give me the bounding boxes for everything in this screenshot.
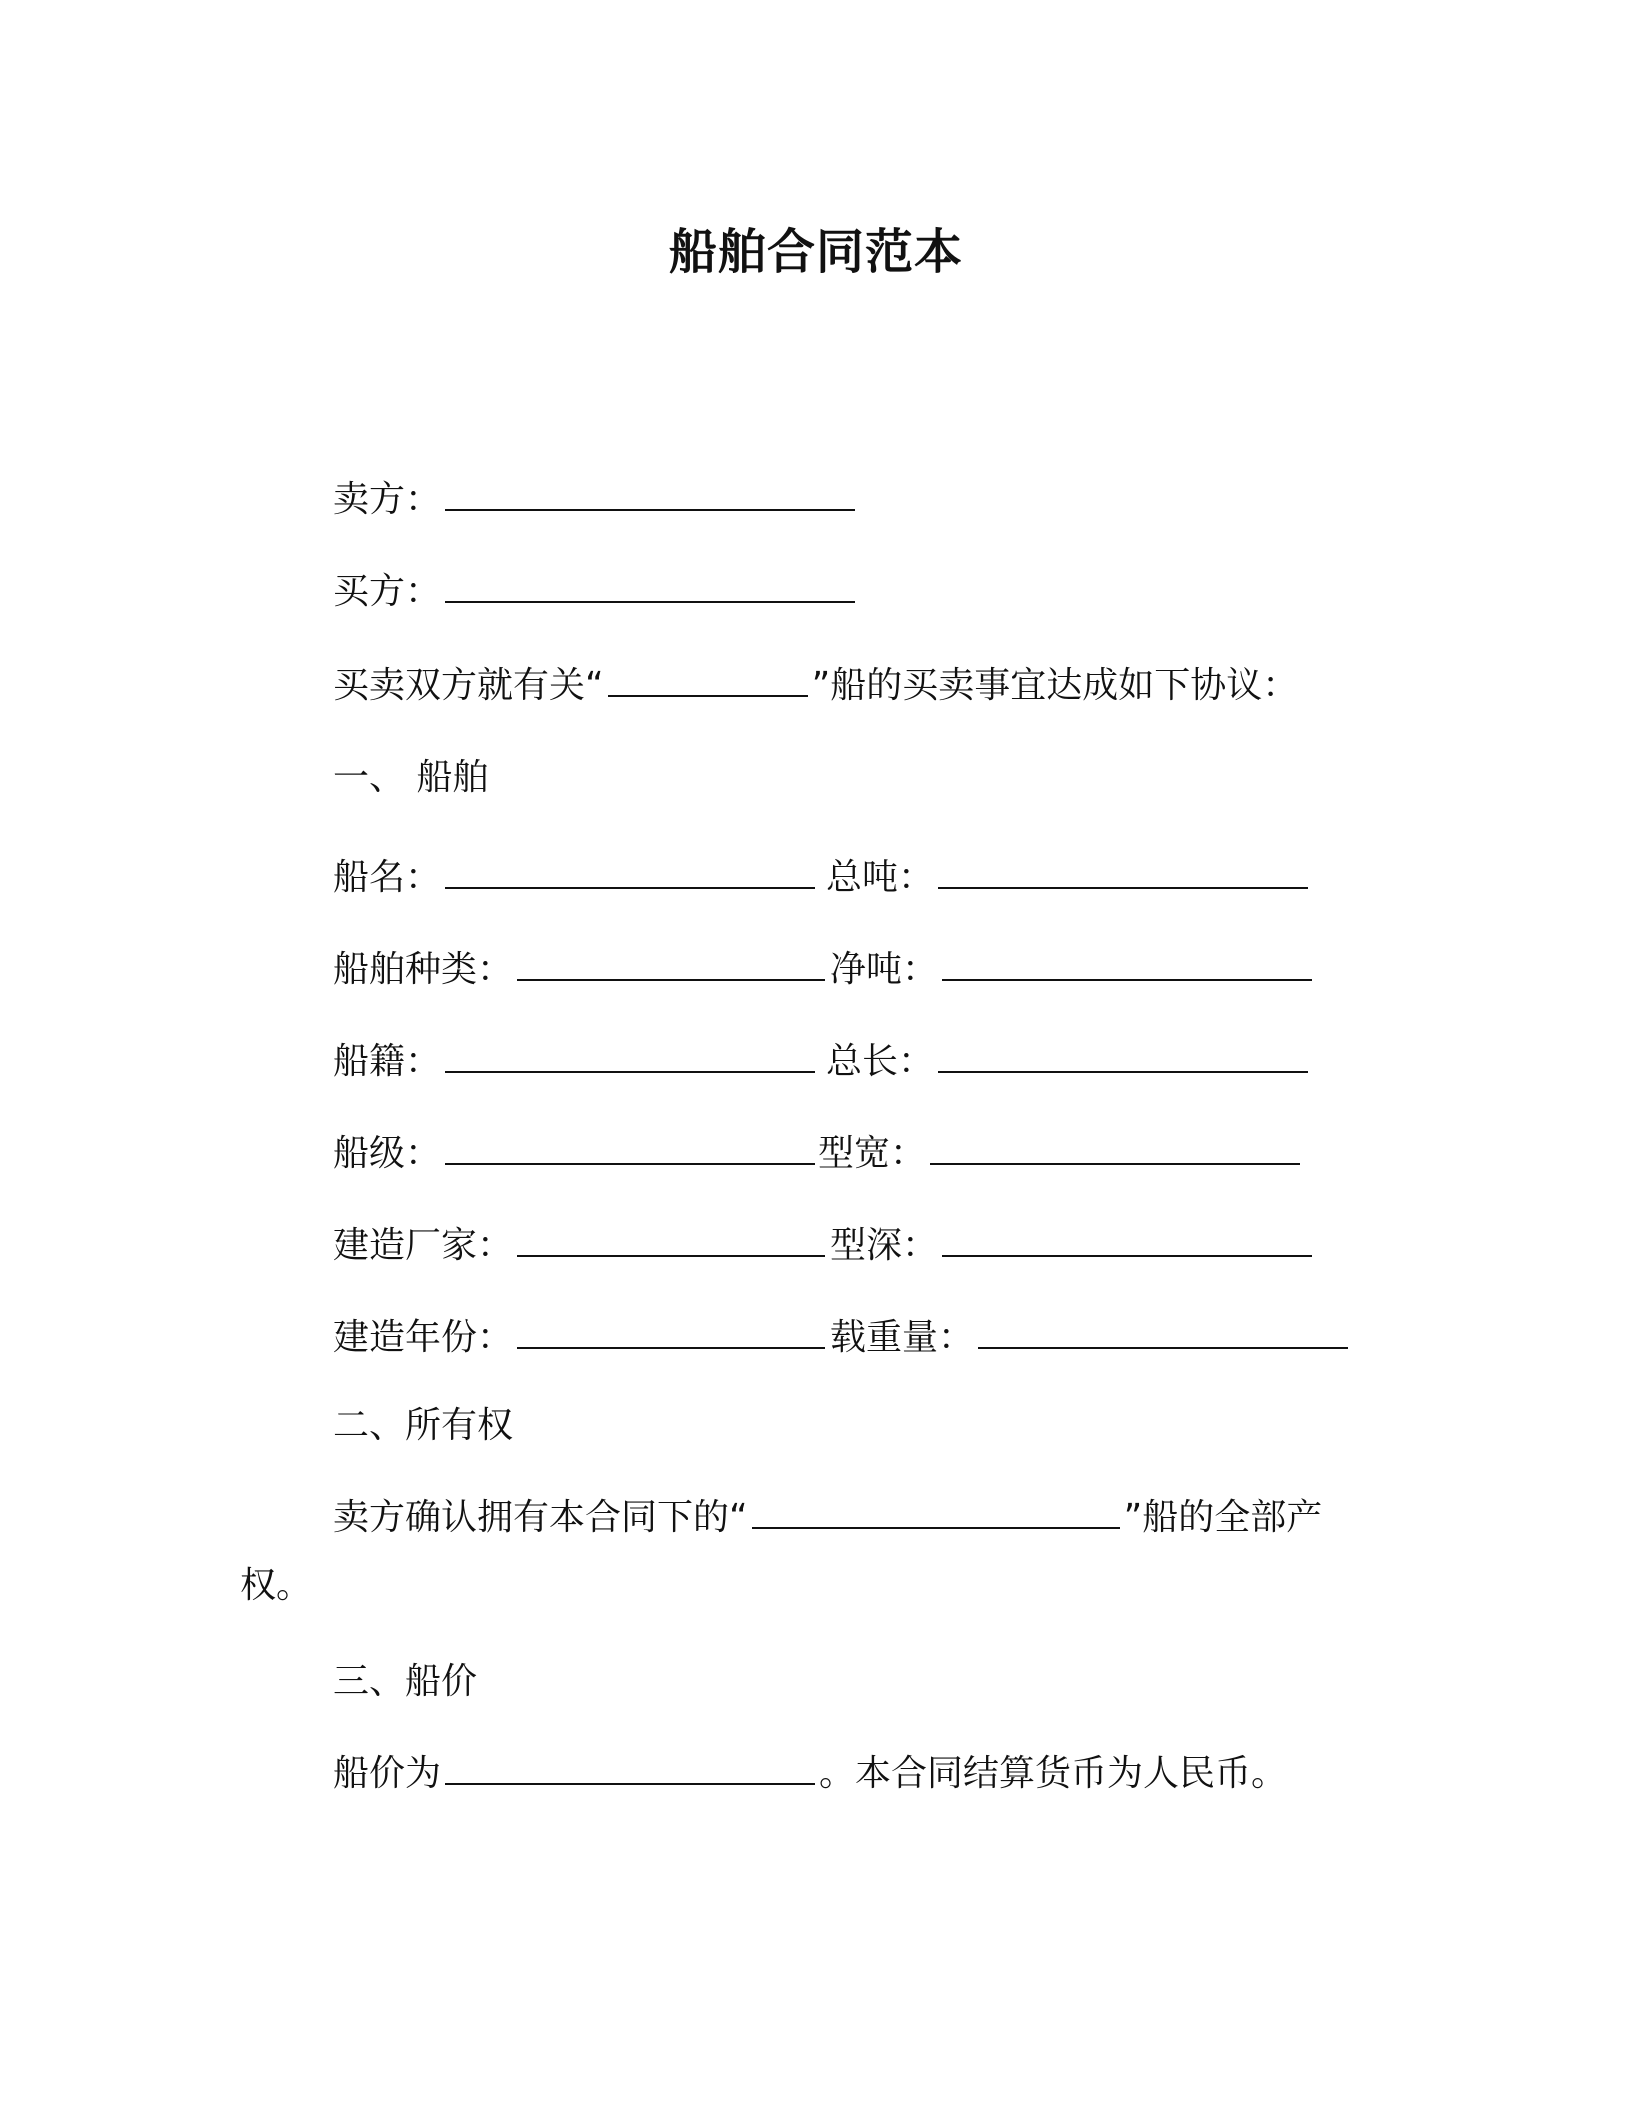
intro-text-after: ”船的买卖事宜达成如下协议： — [811, 665, 1299, 706]
field-row — [333, 1040, 819, 1084]
field-row — [333, 1316, 829, 1360]
intro-ship-blank[interactable] — [608, 665, 808, 697]
section3-heading: 三、船价 — [333, 1661, 478, 1702]
field-row-right — [826, 1040, 1312, 1084]
field-row-right — [830, 948, 1316, 992]
field-row-right — [826, 856, 1312, 900]
price-blank[interactable] — [445, 1753, 815, 1785]
buyer-blank[interactable] — [445, 571, 855, 603]
field-left-label: 船籍： — [333, 1041, 442, 1082]
field-row — [333, 1224, 829, 1268]
field-left-blank[interactable] — [517, 1317, 825, 1349]
field-right-label: 型宽： — [818, 1133, 927, 1174]
field-row — [333, 856, 819, 900]
price-line — [333, 1752, 1287, 1796]
field-left-label: 船级： — [333, 1133, 442, 1174]
document-title: 船舶合同范本 — [668, 224, 963, 280]
field-right-blank[interactable] — [938, 857, 1308, 889]
field-left-blank[interactable] — [517, 949, 825, 981]
ownership-text-after: ”船的全部产 — [1123, 1497, 1323, 1538]
section1-heading: 一、 船舶 — [333, 757, 489, 798]
field-right-blank[interactable] — [938, 1041, 1308, 1073]
field-row-right — [830, 1316, 1352, 1360]
field-right-blank[interactable] — [942, 1225, 1312, 1257]
seller-label: 卖方： — [333, 479, 442, 520]
field-left-label: 船名： — [333, 857, 442, 898]
field-left-label: 船舶种类： — [333, 949, 514, 990]
field-row-right — [830, 1224, 1316, 1268]
field-right-blank[interactable] — [942, 949, 1312, 981]
field-row — [333, 1132, 819, 1176]
field-right-label: 型深： — [830, 1225, 939, 1266]
field-left-blank[interactable] — [445, 1133, 815, 1165]
ownership-continuation: 权。 — [240, 1565, 313, 1606]
ownership-text-before: 卖方确认拥有本合同下的“ — [333, 1497, 748, 1538]
price-text-after: 。本合同结算货币为人民币。 — [819, 1753, 1288, 1794]
field-right-label: 载重量： — [830, 1317, 975, 1358]
buyer-label: 买方： — [333, 571, 442, 612]
section2-heading: 二、所有权 — [333, 1405, 514, 1446]
buyer-line — [333, 570, 859, 614]
field-left-blank[interactable] — [445, 1041, 815, 1073]
ownership-line — [333, 1496, 1322, 1540]
price-text-before: 船价为 — [333, 1753, 442, 1794]
ownership-ship-blank[interactable] — [752, 1497, 1120, 1529]
field-left-label: 建造厂家： — [333, 1225, 514, 1266]
field-right-blank[interactable] — [978, 1317, 1348, 1349]
field-row-right — [818, 1132, 1304, 1176]
field-left-blank[interactable] — [445, 857, 815, 889]
intro-text-before: 买卖双方就有关“ — [333, 665, 604, 706]
field-right-label: 总吨： — [826, 857, 935, 898]
field-right-label: 净吨： — [830, 949, 939, 990]
field-row — [333, 948, 829, 992]
field-left-label: 建造年份： — [333, 1317, 514, 1358]
field-right-blank[interactable] — [930, 1133, 1300, 1165]
seller-blank[interactable] — [445, 479, 855, 511]
field-left-blank[interactable] — [517, 1225, 825, 1257]
intro-line — [333, 664, 1298, 708]
seller-line — [333, 478, 859, 522]
field-right-label: 总长： — [826, 1041, 935, 1082]
